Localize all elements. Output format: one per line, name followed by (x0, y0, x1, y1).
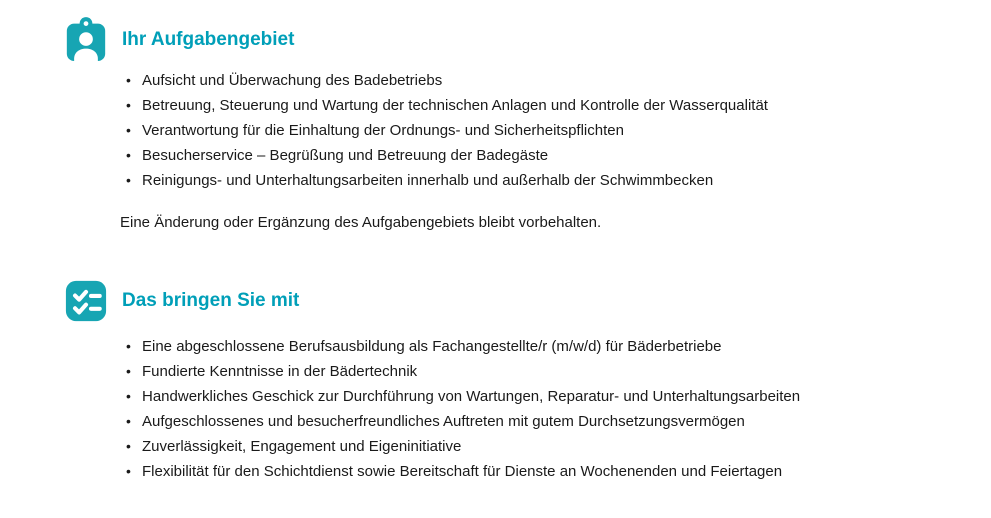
list-item: • Flexibilität für den Schichtdienst sowie Bereitschaft für Dienste an Wochenenden und Feiertagen (120, 459, 951, 484)
list-item: • Zuverlässigkeit, Engagement und Eigeninitiative (120, 434, 951, 459)
section-title: Das bringen Sie mit (122, 290, 300, 311)
bullet-list (120, 68, 951, 193)
bullet-list (120, 334, 951, 484)
list-item: • Handwerkliches Geschick zur Durchführung von Wartungen, Reparatur- und Unterhaltungsarbeiten (120, 384, 951, 409)
section-header (65, 278, 951, 324)
list-item: • Betreuung, Steuerung und Wartung der technischen Anlagen und Kontrolle der Wasserqualität (120, 93, 951, 118)
id-badge-icon (65, 17, 107, 63)
section-aufgabengebiet (65, 17, 951, 233)
list-item: • Fundierte Kenntnisse in der Bädertechnik (120, 359, 951, 384)
list-item: • Eine abgeschlossene Berufsausbildung als Fachangestellte/r (m/w/d) für Bäderbetriebe (120, 334, 951, 359)
section-anforderungen (65, 278, 951, 484)
section-header (65, 17, 951, 63)
list-item: • Reinigungs- und Unterhaltungsarbeiten innerhalb und außerhalb der Schwimmbecken (120, 168, 951, 193)
list-item: • Aufgeschlossenes und besucherfreundliches Auftreten mit gutem Durchsetzungsvermögen (120, 409, 951, 434)
list-item: • Aufsicht und Überwachung des Badebetriebs (120, 68, 951, 93)
note-text: Eine Änderung oder Ergänzung des Aufgabengebiets bleibt vorbehalten. (120, 214, 602, 231)
list-item: • Verantwortung für die Einhaltung der Ordnungs- und Sicherheitspflichten (120, 118, 951, 143)
list-item: • Besucherservice – Begrüßung und Betreuung der Badegäste (120, 143, 951, 168)
checklist-icon (65, 278, 107, 324)
section-title: Ihr Aufgabengebiet (122, 29, 295, 50)
